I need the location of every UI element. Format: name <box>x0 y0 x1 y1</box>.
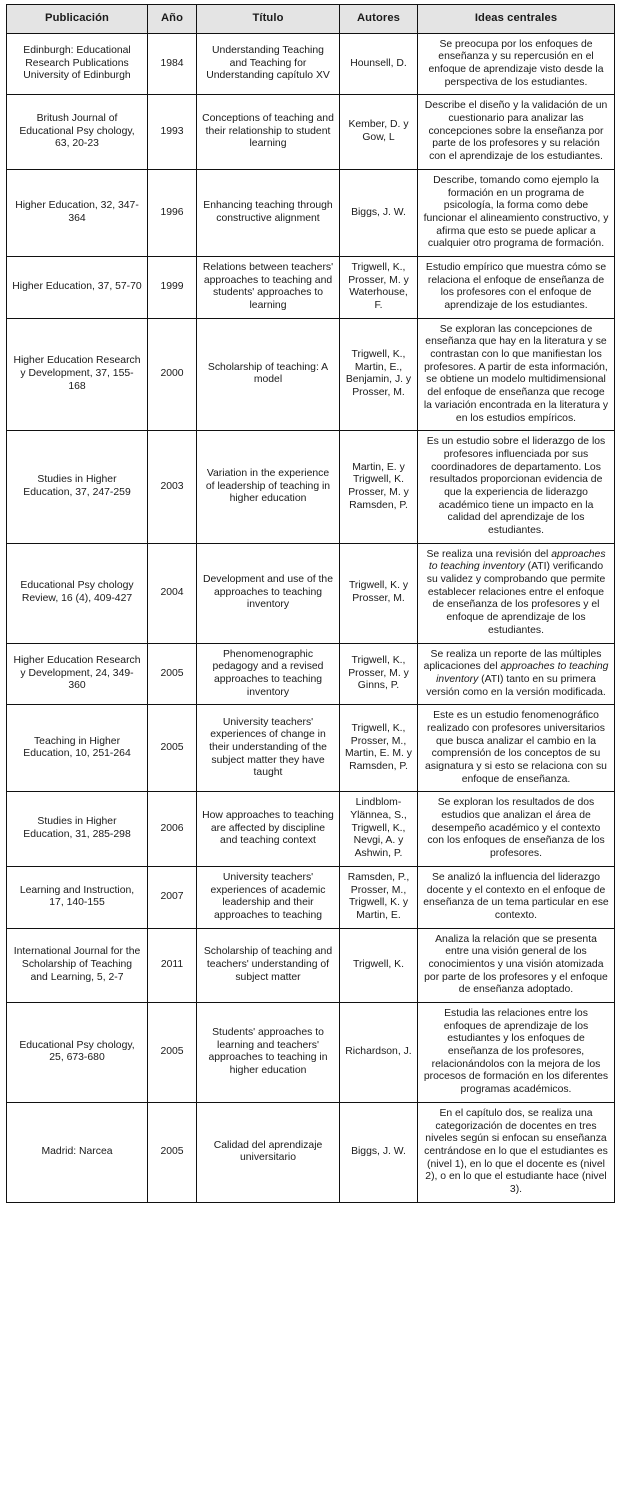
cell-publicacion: Madrid: Narcea <box>7 1102 148 1202</box>
cell-ideas-centrales: En el capítulo dos, se realiza una categorización de docentes en tres niveles según si enfocan su enseñanza centrándose en lo que el estudiantes es (nivel 1), en lo que el docente es (nivel 2), o en lo que el estudiante hace (nivel 3). <box>418 1102 615 1202</box>
table-row <box>7 792 615 866</box>
cell-anio: 2003 <box>148 431 197 544</box>
table-row <box>7 95 615 169</box>
cell-titulo: Scholarship of teaching: A model <box>197 318 340 431</box>
cell-autores: Trigwell, K. <box>340 928 418 1002</box>
cell-ideas-centrales: Describe el diseño y la validación de un cuestionario para analizar las concepciones sobre la enseñanza por parte de los profesores y su relación con el aprendizaje de los estudiantes. <box>418 95 615 169</box>
table-row <box>7 33 615 95</box>
cell-ideas-centrales: Se exploran los resultados de dos estudios que analizan el área de desempeño académico y el contexto con los enfoques de enseñanza de los profesores. <box>418 792 615 866</box>
cell-anio: 2007 <box>148 866 197 928</box>
cell-anio: 2005 <box>148 1003 197 1103</box>
cell-publicacion: Teaching in Higher Education, 10, 251-264 <box>7 705 148 792</box>
cell-anio: 1993 <box>148 95 197 169</box>
cell-anio: 2005 <box>148 643 197 705</box>
cell-autores: Biggs, J. W. <box>340 1102 418 1202</box>
cell-anio: 2004 <box>148 543 197 643</box>
cell-publicacion: Higher Education, 37, 57-70 <box>7 256 148 318</box>
cell-autores: Trigwell, K., Prosser, M. y Waterhouse, F. <box>340 256 418 318</box>
cell-publicacion: Educational Psy chology Review, 16 (4), 409-427 <box>7 543 148 643</box>
cell-publicacion: Higher Education Research y Development, 24, 349-360 <box>7 643 148 705</box>
cell-ideas-centrales: Se realiza una revisión del approaches to teaching inventory (ATI) verificando su validez y comprobando que permite establecer relaciones entre el enfoque de enseñanza de los profesores y el enfoque de aprendizaje de los estudiantes. <box>418 543 615 643</box>
cell-publicacion: Learning and Instruction, 17, 140-155 <box>7 866 148 928</box>
table-row <box>7 643 615 705</box>
cell-titulo: University teachers' experiences of change in their understanding of the subject matter they have taught <box>197 705 340 792</box>
literature-review-table <box>6 4 615 1203</box>
cell-titulo: Enhancing teaching through constructive alignment <box>197 169 340 256</box>
cell-anio: 1996 <box>148 169 197 256</box>
cell-autores: Martin, E. y Trigwell, K. Prosser, M. y Ramsden, P. <box>340 431 418 544</box>
cell-ideas-centrales: Se analizó la influencia del liderazgo docente y el contexto en el enfoque de enseñanza de un tema particular en ese contexto. <box>418 866 615 928</box>
cell-anio: 1984 <box>148 33 197 95</box>
cell-ideas-centrales: Estudia las relaciones entre los enfoques de aprendizaje de los estudiantes y los enfoques de enseñanza de los profesores, relacionándolos con la mejora de los procesos de formación en los diferentes programas académicos. <box>418 1003 615 1103</box>
column-header-titulo: Título <box>197 5 340 34</box>
cell-anio: 2006 <box>148 792 197 866</box>
cell-autores: Trigwell, K., Prosser, M., Martin, E. M. y Ramsden, P. <box>340 705 418 792</box>
cell-titulo: Calidad del aprendizaje universitario <box>197 1102 340 1202</box>
table-row <box>7 256 615 318</box>
cell-autores: Richardson, J. <box>340 1003 418 1103</box>
cell-titulo: Scholarship of teaching and teachers' understanding of subject matter <box>197 928 340 1002</box>
cell-autores: Trigwell, K. y Prosser, M. <box>340 543 418 643</box>
cell-titulo: Conceptions of teaching and their relationship to student learning <box>197 95 340 169</box>
cell-anio: 2011 <box>148 928 197 1002</box>
column-header-autores: Autores <box>340 5 418 34</box>
cell-anio: 1999 <box>148 256 197 318</box>
table-header <box>7 5 615 34</box>
column-header-anio: Año <box>148 5 197 34</box>
table-row <box>7 928 615 1002</box>
cell-publicacion: Studies in Higher Education, 37, 247-259 <box>7 431 148 544</box>
cell-ideas-centrales: Analiza la relación que se presenta entre una visión general de los conocimientos y una visión atomizada por parte de los profesores y el enfoque de enseñanza adoptado. <box>418 928 615 1002</box>
cell-autores: Biggs, J. W. <box>340 169 418 256</box>
column-header-publicacion: Publicación <box>7 5 148 34</box>
table-row <box>7 318 615 431</box>
cell-ideas-centrales: Estudio empírico que muestra cómo se relaciona el enfoque de enseñanza de los profesores con el enfoque de aprendizaje de los estudiantes. <box>418 256 615 318</box>
cell-publicacion: Britush Journal of Educational Psy chology, 63, 20-23 <box>7 95 148 169</box>
cell-autores: Lindblom-Ylännea, S., Trigwell, K., Nevgi, A. y Ashwin, P. <box>340 792 418 866</box>
cell-titulo: How approaches to teaching are affected by discipline and teaching context <box>197 792 340 866</box>
cell-publicacion: Higher Education Research y Development, 37, 155-168 <box>7 318 148 431</box>
table-body <box>7 33 615 1202</box>
table-row <box>7 431 615 544</box>
cell-publicacion: Higher Education, 32, 347-364 <box>7 169 148 256</box>
cell-ideas-centrales: Se preocupa por los enfoques de enseñanza y su repercusión en el enfoque de aprendizaje visto desde la perspectiva de los estudiantes. <box>418 33 615 95</box>
table-row <box>7 1102 615 1202</box>
cell-ideas-centrales: Es un estudio sobre el liderazgo de los profesores influenciada por sus coordinadores de departamento. Los resultados proporcionan evidencia de que la experiencia de liderazgo académico tiene un impacto en la calidad del aprendizaje de los estudiantes. <box>418 431 615 544</box>
cell-autores: Trigwell, K., Prosser, M. y Ginns, P. <box>340 643 418 705</box>
cell-anio: 2000 <box>148 318 197 431</box>
cell-titulo: Variation in the experience of leadership of teaching in higher education <box>197 431 340 544</box>
cell-autores: Trigwell, K., Martin, E., Benjamin, J. y Prosser, M. <box>340 318 418 431</box>
table-row <box>7 705 615 792</box>
column-header-ideas-centrales: Ideas centrales <box>418 5 615 34</box>
cell-autores: Hounsell, D. <box>340 33 418 95</box>
cell-publicacion: Educational Psy chology, 25, 673-680 <box>7 1003 148 1103</box>
table-row <box>7 543 615 643</box>
table-row <box>7 1003 615 1103</box>
cell-anio: 2005 <box>148 705 197 792</box>
cell-ideas-centrales: Se exploran las concepciones de enseñanza que hay en la literatura y se contrastan con lo que manifiestan los profesores. A partir de esta información, se obtiene un modelo multidimensional del enfoque de enseñanza que recoge la variación encontrada en la literatura y en los estudios empíricos. <box>418 318 615 431</box>
cell-titulo: Phenomenographic pedagogy and a revised approaches to teaching inventory <box>197 643 340 705</box>
cell-ideas-centrales: Se realiza un reporte de las múltiples aplicaciones del approaches to teaching inventory (ATI) tanto en su primera versión como en la versión modificada. <box>418 643 615 705</box>
table-row <box>7 866 615 928</box>
cell-titulo: University teachers' experiences of academic leadership and their approaches to teaching <box>197 866 340 928</box>
cell-titulo: Students' approaches to learning and teachers' approaches to teaching in higher education <box>197 1003 340 1103</box>
cell-autores: Ramsden, P., Prosser, M., Trigwell, K. y Martin, E. <box>340 866 418 928</box>
cell-titulo: Development and use of the approaches to teaching inventory <box>197 543 340 643</box>
cell-autores: Kember, D. y Gow, L <box>340 95 418 169</box>
cell-ideas-centrales: Este es un estudio fenomenográfico realizado con profesores universitarios que busca analizar el cambio en la comprensión de los conceptos de su asignatura y si esto se relaciona con su enfoque de enseñanza. <box>418 705 615 792</box>
cell-anio: 2005 <box>148 1102 197 1202</box>
cell-publicacion: Edinburgh: Educational Research Publications University of Edinburgh <box>7 33 148 95</box>
cell-publicacion: International Journal for the Scholarship of Teaching and Learning, 5, 2-7 <box>7 928 148 1002</box>
table-row <box>7 169 615 256</box>
table-header-row <box>7 5 615 34</box>
cell-titulo: Understanding Teaching and Teaching for Understanding capítulo XV <box>197 33 340 95</box>
cell-titulo: Relations between teachers' approaches to teaching and students' approaches to learning <box>197 256 340 318</box>
cell-publicacion: Studies in Higher Education, 31, 285-298 <box>7 792 148 866</box>
cell-ideas-centrales: Describe, tomando como ejemplo la formación en un programa de psicología, la forma como debe funcionar el alineamiento constructivo, y afirma que esto se puede aplicar a cualquier otro programa de formación. <box>418 169 615 256</box>
